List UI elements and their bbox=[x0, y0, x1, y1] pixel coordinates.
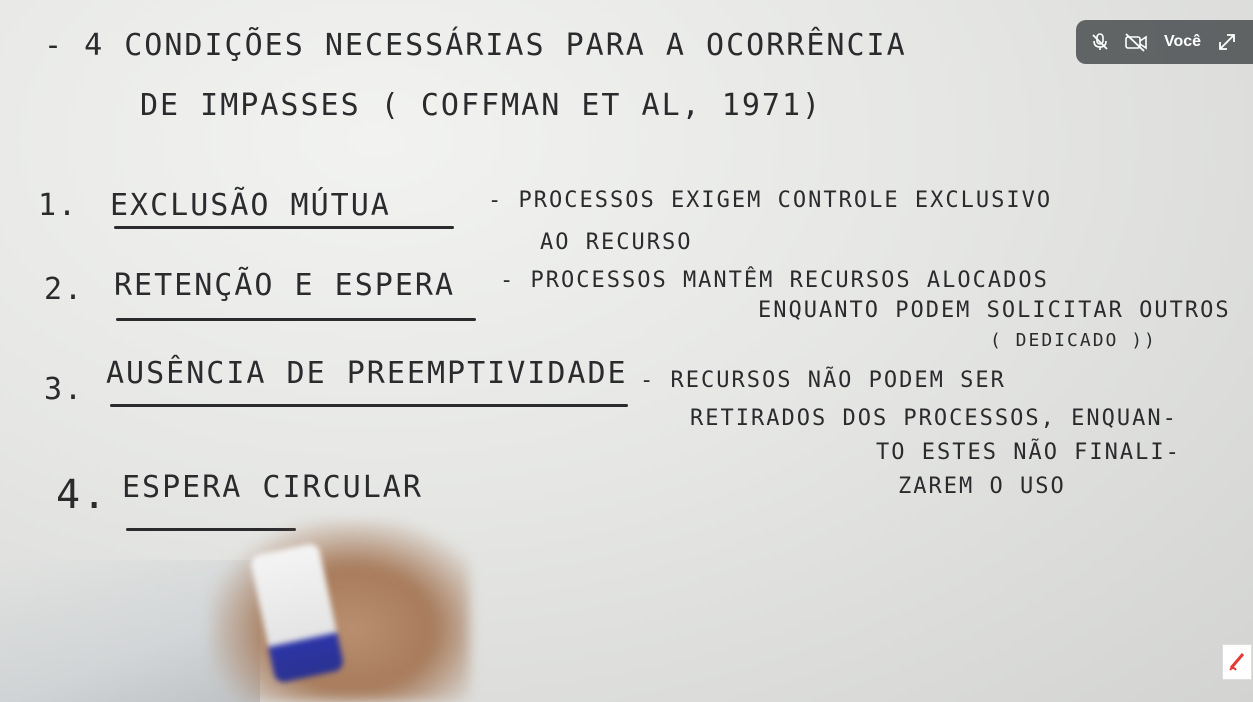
item-1-underline bbox=[114, 226, 454, 229]
item-3-desc-line-3: TO ESTES NÃO FINALI- bbox=[876, 440, 1181, 465]
camera-off-icon[interactable] bbox=[1124, 30, 1148, 54]
heading-line-2: DE IMPASSES ( COFFMAN ET AL, 1971) bbox=[140, 88, 823, 123]
item-1-title: EXCLUSÃO MÚTUA bbox=[110, 188, 391, 223]
item-3-desc-line-4: ZAREM O USO bbox=[898, 474, 1066, 499]
item-2-underline bbox=[116, 318, 476, 321]
item-3-title: AUSÊNCIA DE PREEMPTIVIDADE bbox=[106, 356, 628, 391]
mic-off-icon[interactable] bbox=[1088, 30, 1112, 54]
presenter-hand bbox=[210, 520, 470, 702]
item-2-desc-line-2: ENQUANTO PODEM SOLICITAR OUTROS bbox=[758, 298, 1231, 323]
item-1-desc-line-1: - PROCESSOS EXIGEM CONTROLE EXCLUSIVO bbox=[488, 188, 1053, 213]
item-4-title: ESPERA CIRCULAR bbox=[122, 470, 423, 505]
item-2-title: RETENÇÃO E ESPERA bbox=[114, 268, 456, 303]
item-3-desc-line-1: - RECURSOS NÃO PODEM SER bbox=[640, 368, 1006, 393]
heading-line-1: - 4 CONDIÇÕES NECESSÁRIAS PARA A OCORRÊNCIA bbox=[44, 28, 907, 63]
item-1-number: 1. bbox=[38, 188, 79, 223]
expand-icon[interactable] bbox=[1215, 30, 1239, 54]
item-2-desc-line-1: - PROCESSOS MANTÊM RECURSOS ALOCADOS bbox=[500, 268, 1049, 293]
item-3-number: 3. bbox=[44, 372, 85, 407]
item-4-number: 4. bbox=[56, 472, 109, 518]
participant-name: Você bbox=[1164, 33, 1202, 50]
item-2-number: 2. bbox=[44, 272, 85, 307]
item-1-desc-line-2: AO RECURSO bbox=[540, 230, 693, 255]
item-3-desc-line-2: RETIRADOS DOS PROCESSOS, ENQUAN- bbox=[690, 406, 1178, 431]
item-3-underline bbox=[110, 404, 628, 407]
item-3-desc-note: ( DEDICADO )) bbox=[990, 330, 1157, 351]
app-logo-icon bbox=[1222, 644, 1252, 680]
participant-tile-overlay[interactable] bbox=[1076, 20, 1253, 64]
